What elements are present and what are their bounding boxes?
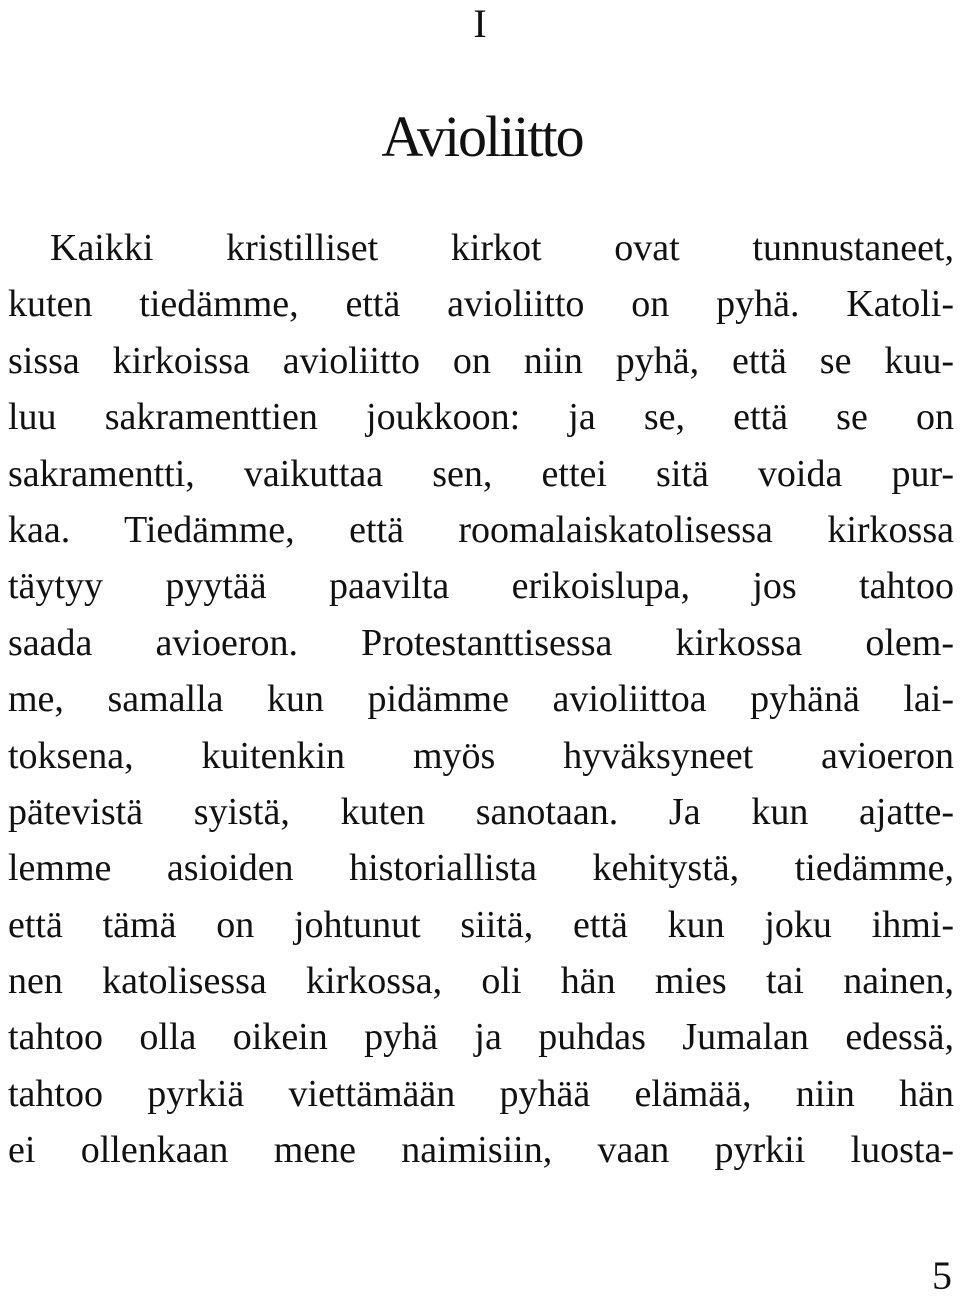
- text-line: tahtoo pyrkiä viettämään pyhää elämää, niin hän: [8, 1072, 954, 1115]
- text-line: saada avioeron. Protestanttisessa kirkossa olem-: [8, 621, 954, 664]
- text-line: että tämä on johtunut siitä, että kun joku ihmi-: [8, 903, 954, 946]
- text-line: sakramentti, vaikuttaa sen, ettei sitä voida pur-: [8, 452, 954, 495]
- text-line: ei ollenkaan mene naimisiin, vaan pyrkii luosta-: [8, 1129, 954, 1172]
- text-line: sissa kirkoissa avioliitto on niin pyhä, että se kuu-: [8, 339, 954, 382]
- chapter-number: I: [473, 1, 487, 46]
- chapter-title: Avioliitto: [381, 104, 583, 169]
- text-line: kuten tiedämme, että avioliitto on pyhä. Katoli-: [8, 283, 954, 326]
- text-line: kaa. Tiedämme, että roomalaiskatolisessa kirkossa: [8, 508, 954, 551]
- text-line: me, samalla kun pidämme avioliittoa pyhänä lai-: [8, 678, 954, 721]
- text-line: nen katolisessa kirkossa, oli hän mies tai nainen,: [8, 960, 954, 1003]
- body-text: [8, 220, 954, 1179]
- text-line: pätevistä syistä, kuten sanotaan. Ja kun ajatte-: [8, 790, 954, 833]
- text-line: Kaikki kristilliset kirkot ovat tunnustaneet,: [50, 227, 954, 269]
- text-line: luu sakramenttien joukkoon: ja se, että se on: [8, 396, 954, 439]
- text-line: toksena, kuitenkin myös hyväksyneet avioeron: [8, 734, 954, 777]
- text-line: lemme asioiden historiallista kehitystä, tiedämme,: [8, 847, 954, 890]
- text-line: täytyy pyytää paavilta erikoislupa, jos tahtoo: [8, 565, 954, 608]
- page-number: 5: [932, 1253, 952, 1298]
- text-line: tahtoo olla oikein pyhä ja puhdas Jumalan edessä,: [8, 1016, 954, 1059]
